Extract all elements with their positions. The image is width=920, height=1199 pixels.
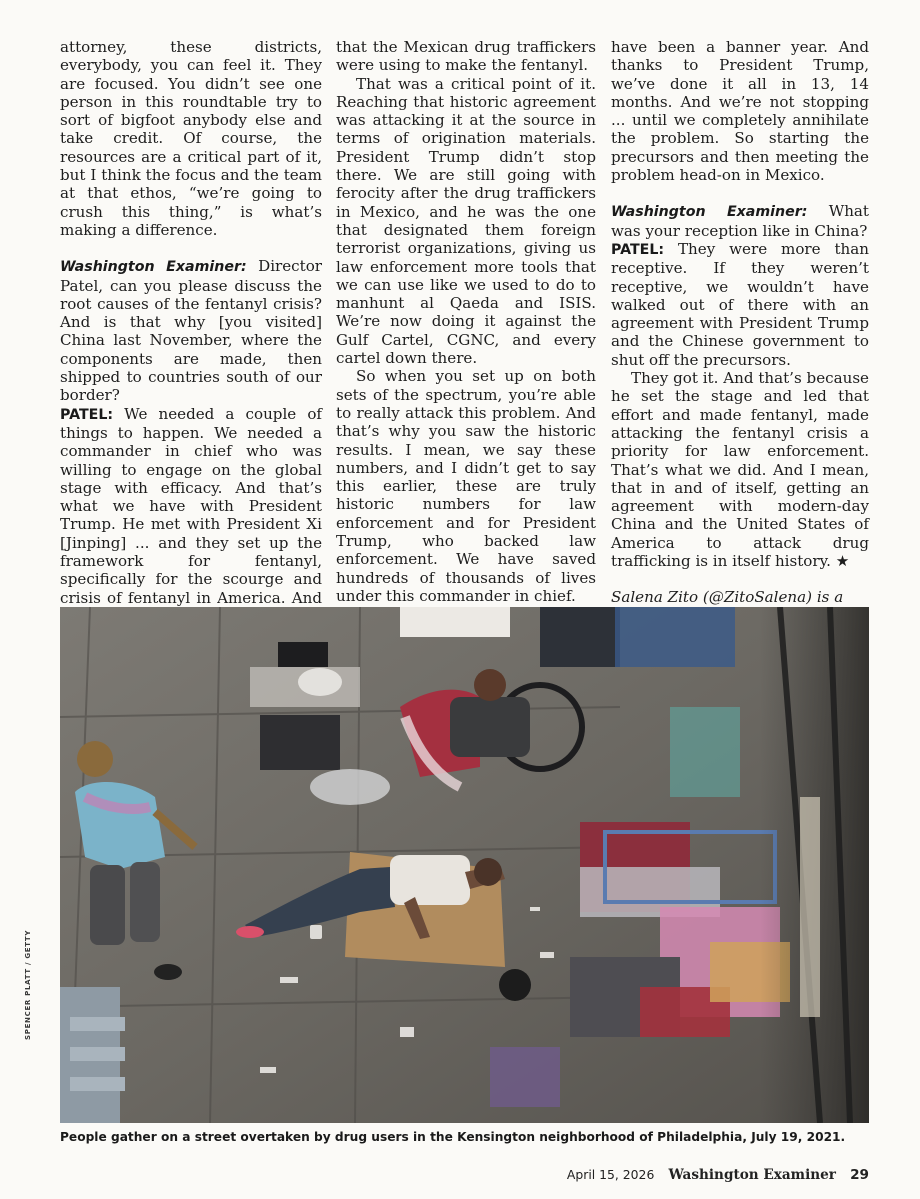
question-text: Director Patel, can you please discuss the root causes of the fentanyl crisis? And is that why [you visited] China last November, where the components are made, then shipped to countries south of our border? (60, 257, 322, 405)
stairs (60, 987, 125, 1123)
paragraph: attorney, these districts, everybody, you can feel it. They are focused. You didn’t see one person in this roundtable try to sort of bigfoot anybody else and take credit. Of course, the resources are a critical part of it, but I think the focus and the team at that ethos, “we’re going to crush this thing,” is what’s making a difference. (60, 38, 322, 239)
question-text: What was your reception like in China? (611, 202, 869, 240)
photo-credit-text: SPENCER PLATT / GETTY (24, 929, 32, 1040)
speaker-label: PATEL: (611, 241, 665, 258)
paragraph (611, 369, 869, 570)
publication-name: Washington Examiner (668, 1167, 836, 1183)
street-scene-image (60, 607, 869, 1123)
paragraph: that the Mexican drug traffickers were using to make the fentanyl. (336, 38, 596, 75)
bio-text: Salena Zito (@ZitoSalena) is a (611, 588, 844, 607)
paragraph: have been a banner year. And thanks to President Trump, we’ve done it all in 13, 14 months. And we’re not stopping ... until we completely annihilate the problem. So starting the precursors and then meeting the problem head-on in Mexico. (611, 38, 869, 185)
paragraph: So when you set up on both sets of the spectrum, you’re able to really attack this problem. And that’s why you saw the historic results. I mean, we say these numbers, and I didn’t get to say this earlier, these are truly historic numbers for law enforcement and for President Trump, who backed law enforcement. We have saved hundreds of thousands of lives under this commander in chief. (336, 367, 596, 605)
question-paragraph (60, 257, 322, 404)
article-photo (60, 607, 869, 1123)
paragraph: That was a critical point of it. Reaching that historic agreement was attacking it at the source in terms of origination materials. President Trump didn’t stop there. We are still going with ferocity after the drug traffickers in Mexico, and he was the one that designated them foreign terrorist organizations, giving us law enforcement more tools that we can use like we used to do to manhunt al Qaeda and ISIS. We’re now doing it against the Gulf Cartel, CGNC, and every cartel down there. (336, 74, 596, 368)
photo-caption: People gather on a street overtaken by drug users in the Kensington neighborhood of Philadelphia, July 19, 2021. (60, 1130, 846, 1144)
interviewer-label: Washington Examiner: (611, 204, 808, 221)
question-paragraph (611, 202, 869, 240)
issue-date: April 15, 2026 (566, 1167, 655, 1182)
end-star-icon: ★ (835, 552, 850, 571)
answer-text: They were more than receptive. If they weren’t receptive, we wouldn’t have walked out of there with an agreement with President Trump and the Chinese government to shut off the precursors. (611, 239, 869, 369)
page-number: 29 (850, 1167, 869, 1183)
interviewer-label: Washington Examiner: (60, 259, 247, 276)
answer-text: We needed a couple of things to happen. We needed a commander in chief who was willing to engage on the global stage with efficacy. And that’s what we have with President Trump. He met with President Xi [Jinping] ... and they set up the framework for fentanyl, specifically for the scourge and crisis of fentanyl in America. And (60, 404, 322, 607)
answer-paragraph (611, 240, 869, 369)
speaker-label: PATEL: (60, 406, 114, 423)
paragraph-text: They got it. And that’s because he set the stage and led that effort and made fentanyl, made attacking the fentanyl crisis a priority for law enforcement. That’s what we did. And I mean, that in and of itself, getting an agreement with modern-day China and the United States of America to attack drug trafficking is in itself history. (611, 369, 869, 571)
page-footer (567, 1167, 869, 1183)
